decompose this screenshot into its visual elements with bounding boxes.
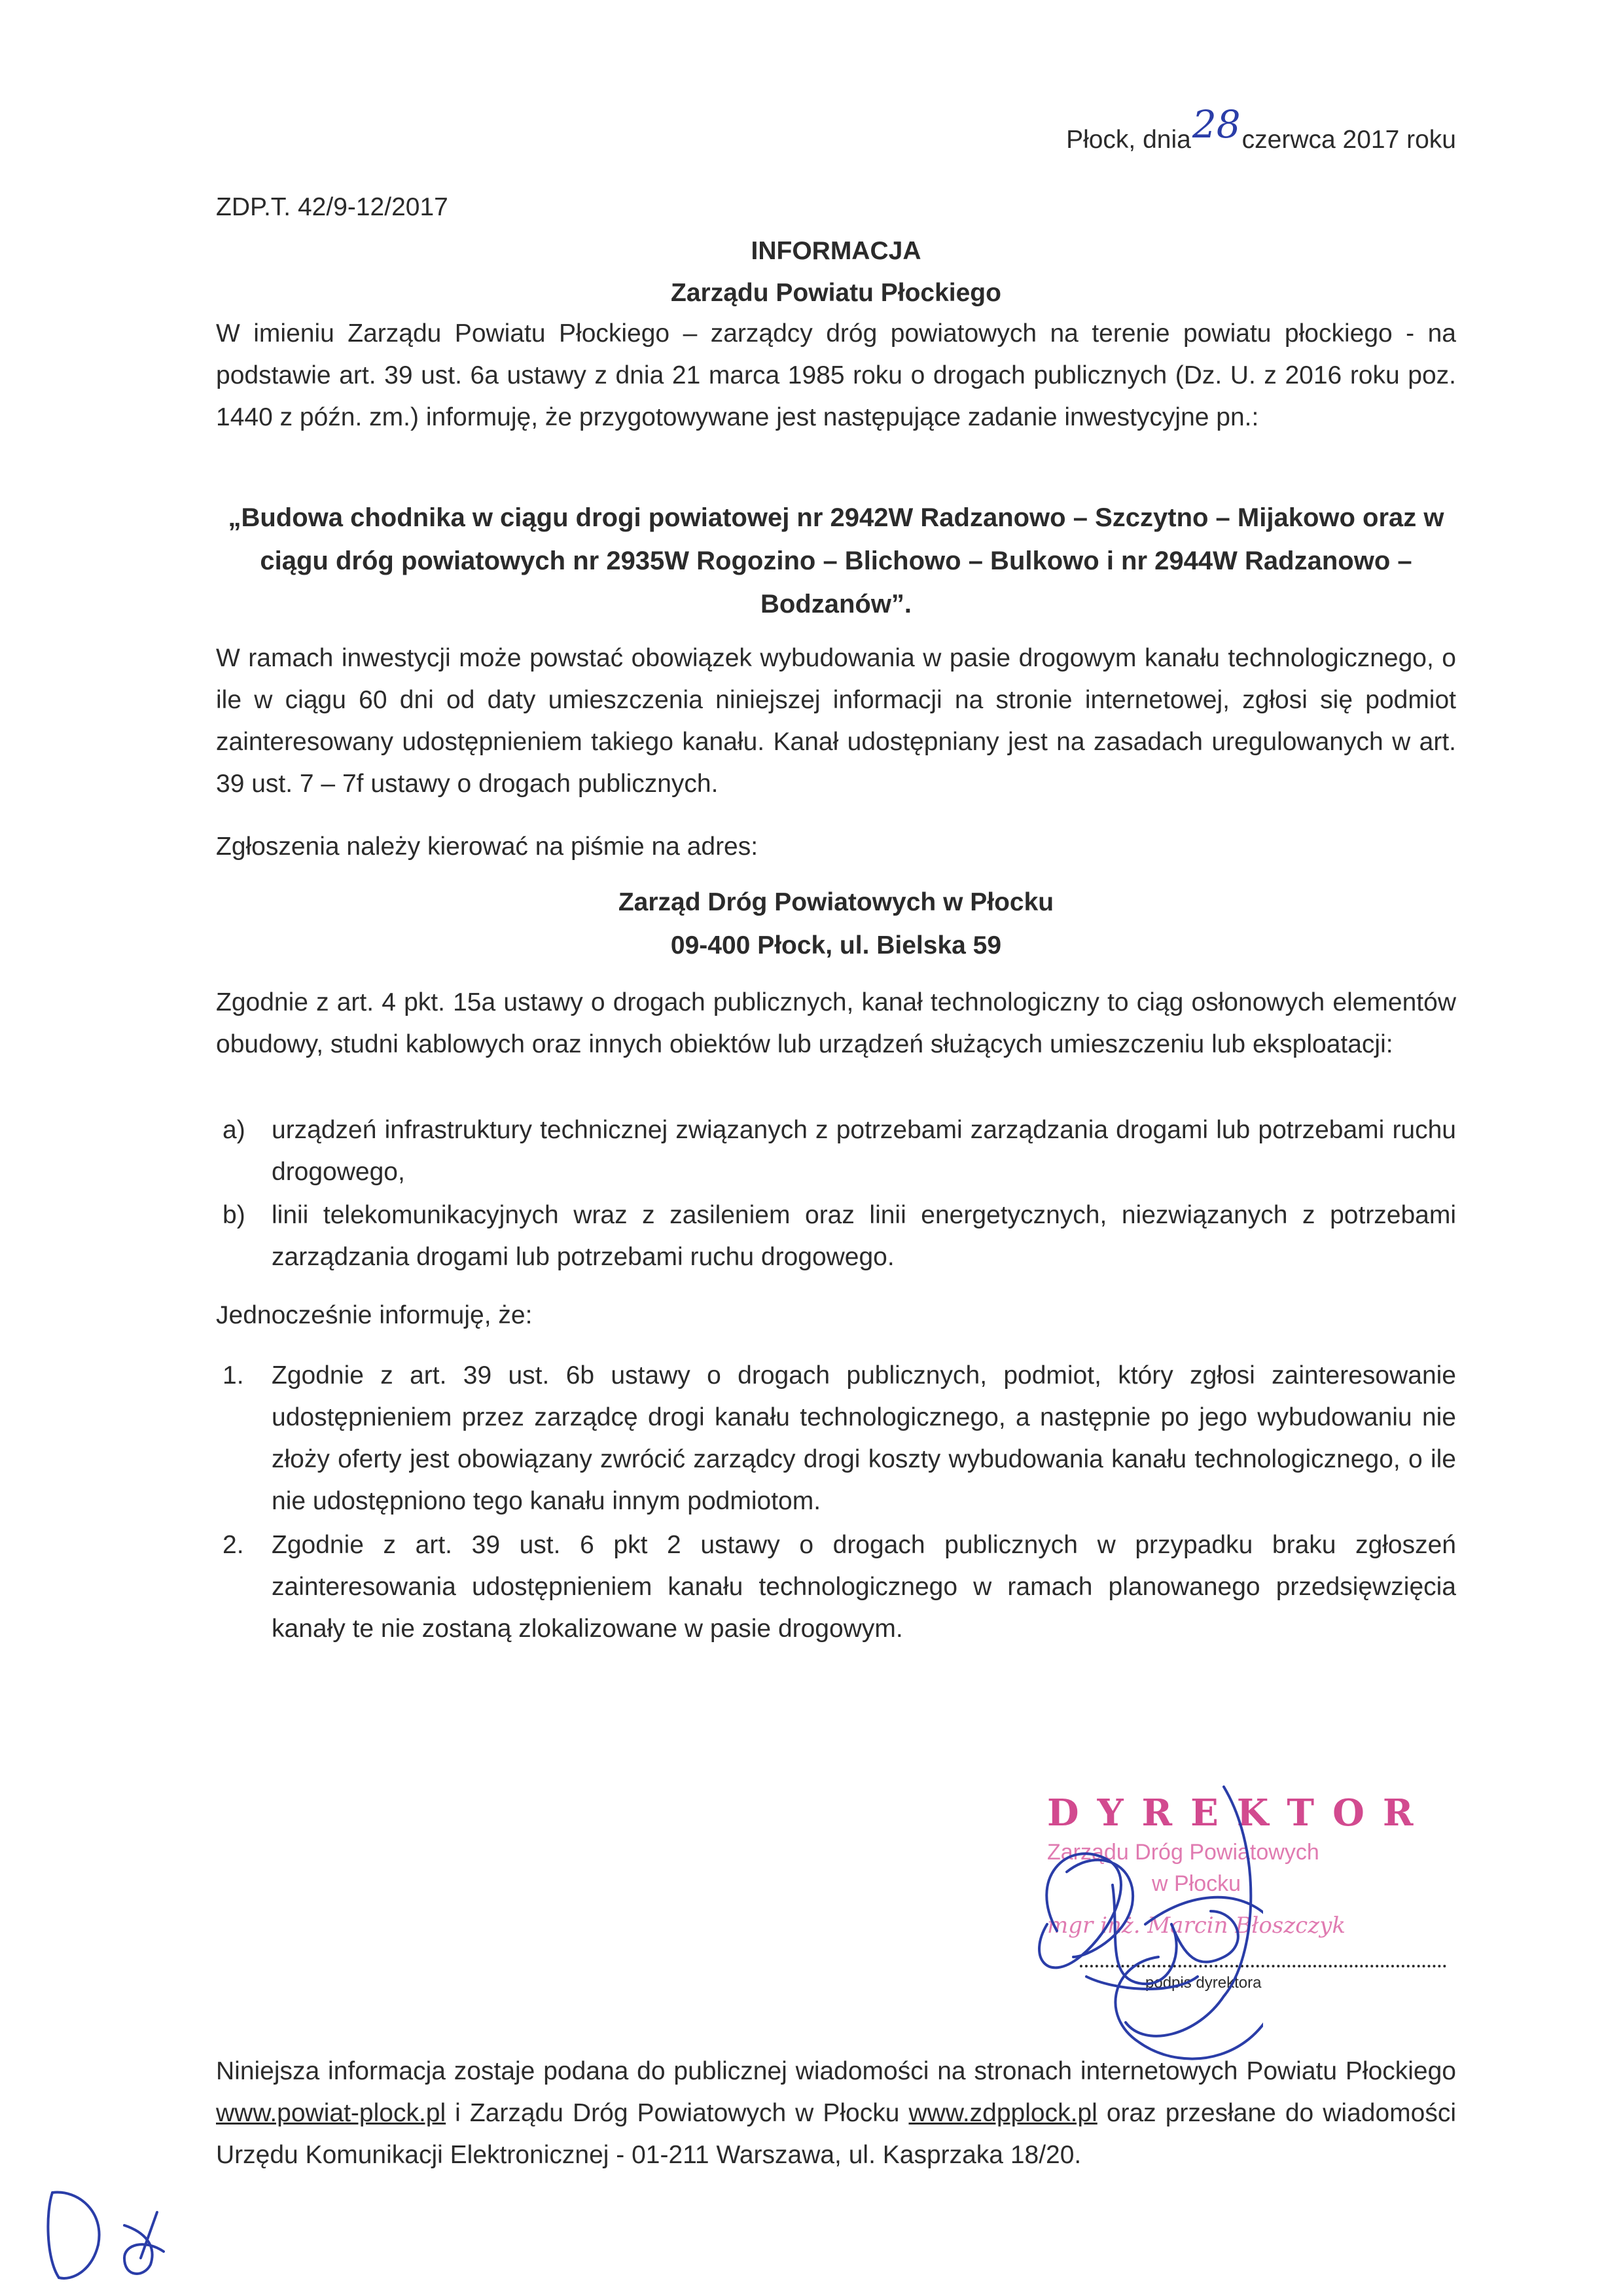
footer-text-1: Niniejsza informacja zostaje podana do publicznej wiadomości na stronach internetowych Powiatu Płockiego (216, 2057, 1456, 2085)
numbered-item-1 (216, 1355, 1456, 1522)
list-item-text: linii telekomunikacyjnych wraz z zasileniem oraz linii energetycznych, niezwiązanych z potrzebami zarządzania drogami lub potrzebami ruchu drogowego. (272, 1201, 1456, 1271)
zdpplock-link[interactable]: www.zdpplock.pl (908, 2099, 1097, 2127)
investment-task-title (216, 496, 1456, 626)
list-item-b (216, 1194, 1456, 1278)
stamp-line-3: mgr inż. Marcin Błoszczyk (1047, 1912, 1346, 1939)
intro-paragraph: W imieniu Zarządu Powiatu Płockiego – zarządcy dróg powiatowych na terenie powiatu płockiego - na podstawie art. 39 ust. 6a ustawy z dnia 21 marca 1985 roku o drogach publicznych (Dz. U. z 2016 roku poz. 1440 z późn. zm.) informuję, że przygotowywane jest następujące zadanie inwestycyjne pn.: (216, 319, 1456, 431)
list-item-text: urządzeń infrastruktury technicznej związanych z potrzebami zarządzania drogami lub potrzebami ruchu drogowego, (272, 1116, 1456, 1186)
list-marker: a) (223, 1116, 245, 1144)
footer-text-2: i Zarządu Dróg Powiatowych w Płocku (446, 2099, 909, 2127)
task-title-line-1: „Budowa chodnika w ciągu drogi powiatowej nr 2942W Radzanowo – Szczytno – Mijakowo oraz w (228, 503, 1444, 532)
date-prefix: Płock, dnia (1066, 126, 1191, 154)
handwritten-initials-icon (26, 2186, 183, 2284)
signature-caption: podpis dyrektora (1145, 1974, 1262, 1992)
document-date (1066, 102, 1456, 161)
address-line-2: 09-400 Płock, ul. Bielska 59 (670, 931, 1002, 960)
reference-number: ZDP.T. 42/9-12/2017 (216, 193, 448, 221)
list-item-text: Zgodnie z art. 39 ust. 6b ustawy o drogach publicznych, podmiot, który zgłosi zainteresowanie udostępnieniem przez zarządcę drogi kanału technologicznego, a następnie po jego wybudowaniu nie złoży oferty jest obowiązany zwrócić zarządcy drogi koszty wybudowania kanału technologicznego, o ile nie udostępniono tego kanału innym podmiotom. (272, 1361, 1456, 1515)
stamp-title: DYREKTOR (1047, 1791, 1432, 1835)
numbered-item-2 (216, 1524, 1456, 1650)
list-item-a (216, 1109, 1456, 1193)
list-marker: 1. (223, 1361, 244, 1390)
task-title-line-3: Bodzanów”. (760, 590, 912, 619)
list-marker: b) (223, 1201, 245, 1229)
document-subtitle: Zarządu Powiatu Płockiego (671, 279, 1001, 307)
signature-block (831, 1761, 1432, 2101)
task-title-line-2: ciągu dróg powiatowych nr 2935W Rogozino – Blichowo – Bulkowo i nr 2944W Radzanowo – (260, 547, 1412, 575)
definition-paragraph: Zgodnie z art. 4 pkt. 15a ustawy o drogach publicznych, kanał technologiczny to ciąg osłonowych elementów obudowy, studni kablowych oraz innych obiektów lub urządzeń służących umieszczeniu lub eksploatacji: (216, 988, 1456, 1058)
investment-paragraph: W ramach inwestycji może powstać obowiązek wybudowania w pasie drogowym kanału technologicznego, o ile w ciągu 60 dni od daty umieszczenia niniejszej informacji na stronie internetowej, zgłosi się podmiot zainteresowany udostępnieniem takiego kanału. Kanał udostępniany jest na zasadach uregulowanych w art. 39 ust. 7 – 7f ustawy o drogach publicznych. (216, 644, 1456, 798)
director-signature-icon (831, 1761, 1263, 2101)
stamp-line-1: Zarządu Dróg Powiatowych (1047, 1840, 1319, 1865)
handwritten-day: 28 (1192, 102, 1241, 147)
powiat-plock-link[interactable]: www.powiat-plock.pl (216, 2099, 446, 2127)
date-suffix: czerwca 2017 roku (1241, 126, 1456, 154)
also-inform-paragraph: Jednocześnie informuję, że: (216, 1301, 533, 1329)
submissions-paragraph: Zgłoszenia należy kierować na piśmie na adres: (216, 833, 758, 861)
footer-text-3: oraz przesłane do wiadomości Urzędu Komunikacji Elektronicznej - 01-211 Warszawa, ul. Kasprzaka 18/20. (216, 2099, 1457, 2169)
list-item-text: Zgodnie z art. 39 ust. 6 pkt 2 ustawy o drogach publicznych w przypadku braku zgłoszeń zainteresowania udostępnieniem kanału technologicznego w ramach planowanego przedsięwzięcia kanały te nie zostaną zlokalizowane w pasie drogowym. (272, 1531, 1456, 1643)
stamp-line-2: w Płocku (1152, 1871, 1241, 1896)
document-title: INFORMACJA (751, 237, 921, 265)
address-line-1: Zarząd Dróg Powiatowych w Płocku (618, 888, 1054, 916)
list-marker: 2. (223, 1531, 244, 1559)
